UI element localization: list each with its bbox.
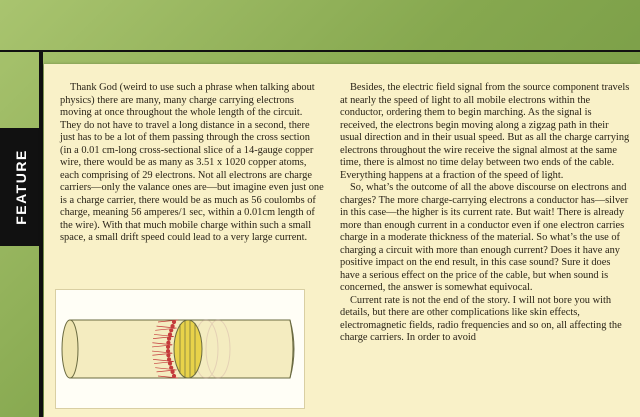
electron-dot	[166, 341, 170, 345]
electron-dot	[168, 361, 172, 365]
section-tab	[0, 128, 41, 246]
electron-dot	[168, 332, 172, 336]
electron-dot	[169, 328, 173, 332]
right-paragraph-2: So, what’s the outcome of all the above discourse on electrons and charges? The more charge-carrying electrons a conductor has—silver in this case—the higher is its current rate. But wait! There is already more than enough current in a conductor even if one electron carries charge in a moderate thickness of the material. So what’s the use of charging a circuit with more than enough current? Does it have any positive impact on the end result, in this case sound? Sure it does have a serious effect on the price of the cable, but when sound is concerned, the answer is somewhat equivocal.	[340, 182, 629, 293]
right-paragraph-1: Besides, the electric field signal from the source component travels at nearly the speed of light to all mobile electrons within the conductor, ordering them to begin marching. As the signal is received, the electrons begin moving along a zigzag path in their usual direction and in their usual speed. But as all the charge carrying electrons throughout the wire receive the signal almost at the same time, there is almost no time delay between two ends of the cable. Everything happens at a fraction of the speed of light.	[340, 82, 630, 181]
top-divider-line	[0, 50, 640, 52]
electron-dot	[167, 337, 171, 341]
cross-section-slice	[174, 320, 202, 378]
electron-dot	[170, 370, 174, 374]
electron-dot	[169, 366, 173, 370]
electron-dot	[172, 374, 176, 378]
electron-dot	[170, 324, 174, 328]
left-column	[60, 82, 324, 245]
right-paragraph-3: Current rate is not the end of the story. I will not bore you with details, but there are other complications like skin effects, electromagnetic fields, radio frequencies and so on, all affecting the charge carriers. In order to avoid	[340, 294, 622, 343]
left-paragraph: Thank God (weird to use such a phrase when talking about physics) there are many, many charge carrying electrons moving at once throughout the whole length of the circuit. They do not have to travel a long distance in a second, there just has to be a lot of them passing through the cross section (in a 0.01 cm-long cross-sectional slice of a 14-gauge copper wire, there would be as many as 3.51 x 1020 copper atoms, each comprising of 29 electrons. Not all electrons are charge carriers—only the valance ones are—but imagine even just one is a charge carrier, there would be as much as 56 coulombs of charge, meaning 56 amperes/1 sec, within a 0.01cm length of the wire). With that much mobile charge within such a small space, a small drift speed could lead to a very large current.	[60, 82, 324, 243]
section-tab-label: FEATURE	[12, 149, 29, 225]
wire-illustration	[56, 290, 304, 408]
electron-dot	[172, 320, 176, 324]
article-card	[44, 64, 640, 417]
electron-dot	[166, 349, 170, 353]
wire-figure	[55, 289, 305, 409]
electron-dot	[166, 345, 170, 349]
electron-dot	[167, 357, 171, 361]
electron-dot	[166, 353, 170, 357]
right-column	[340, 82, 630, 345]
